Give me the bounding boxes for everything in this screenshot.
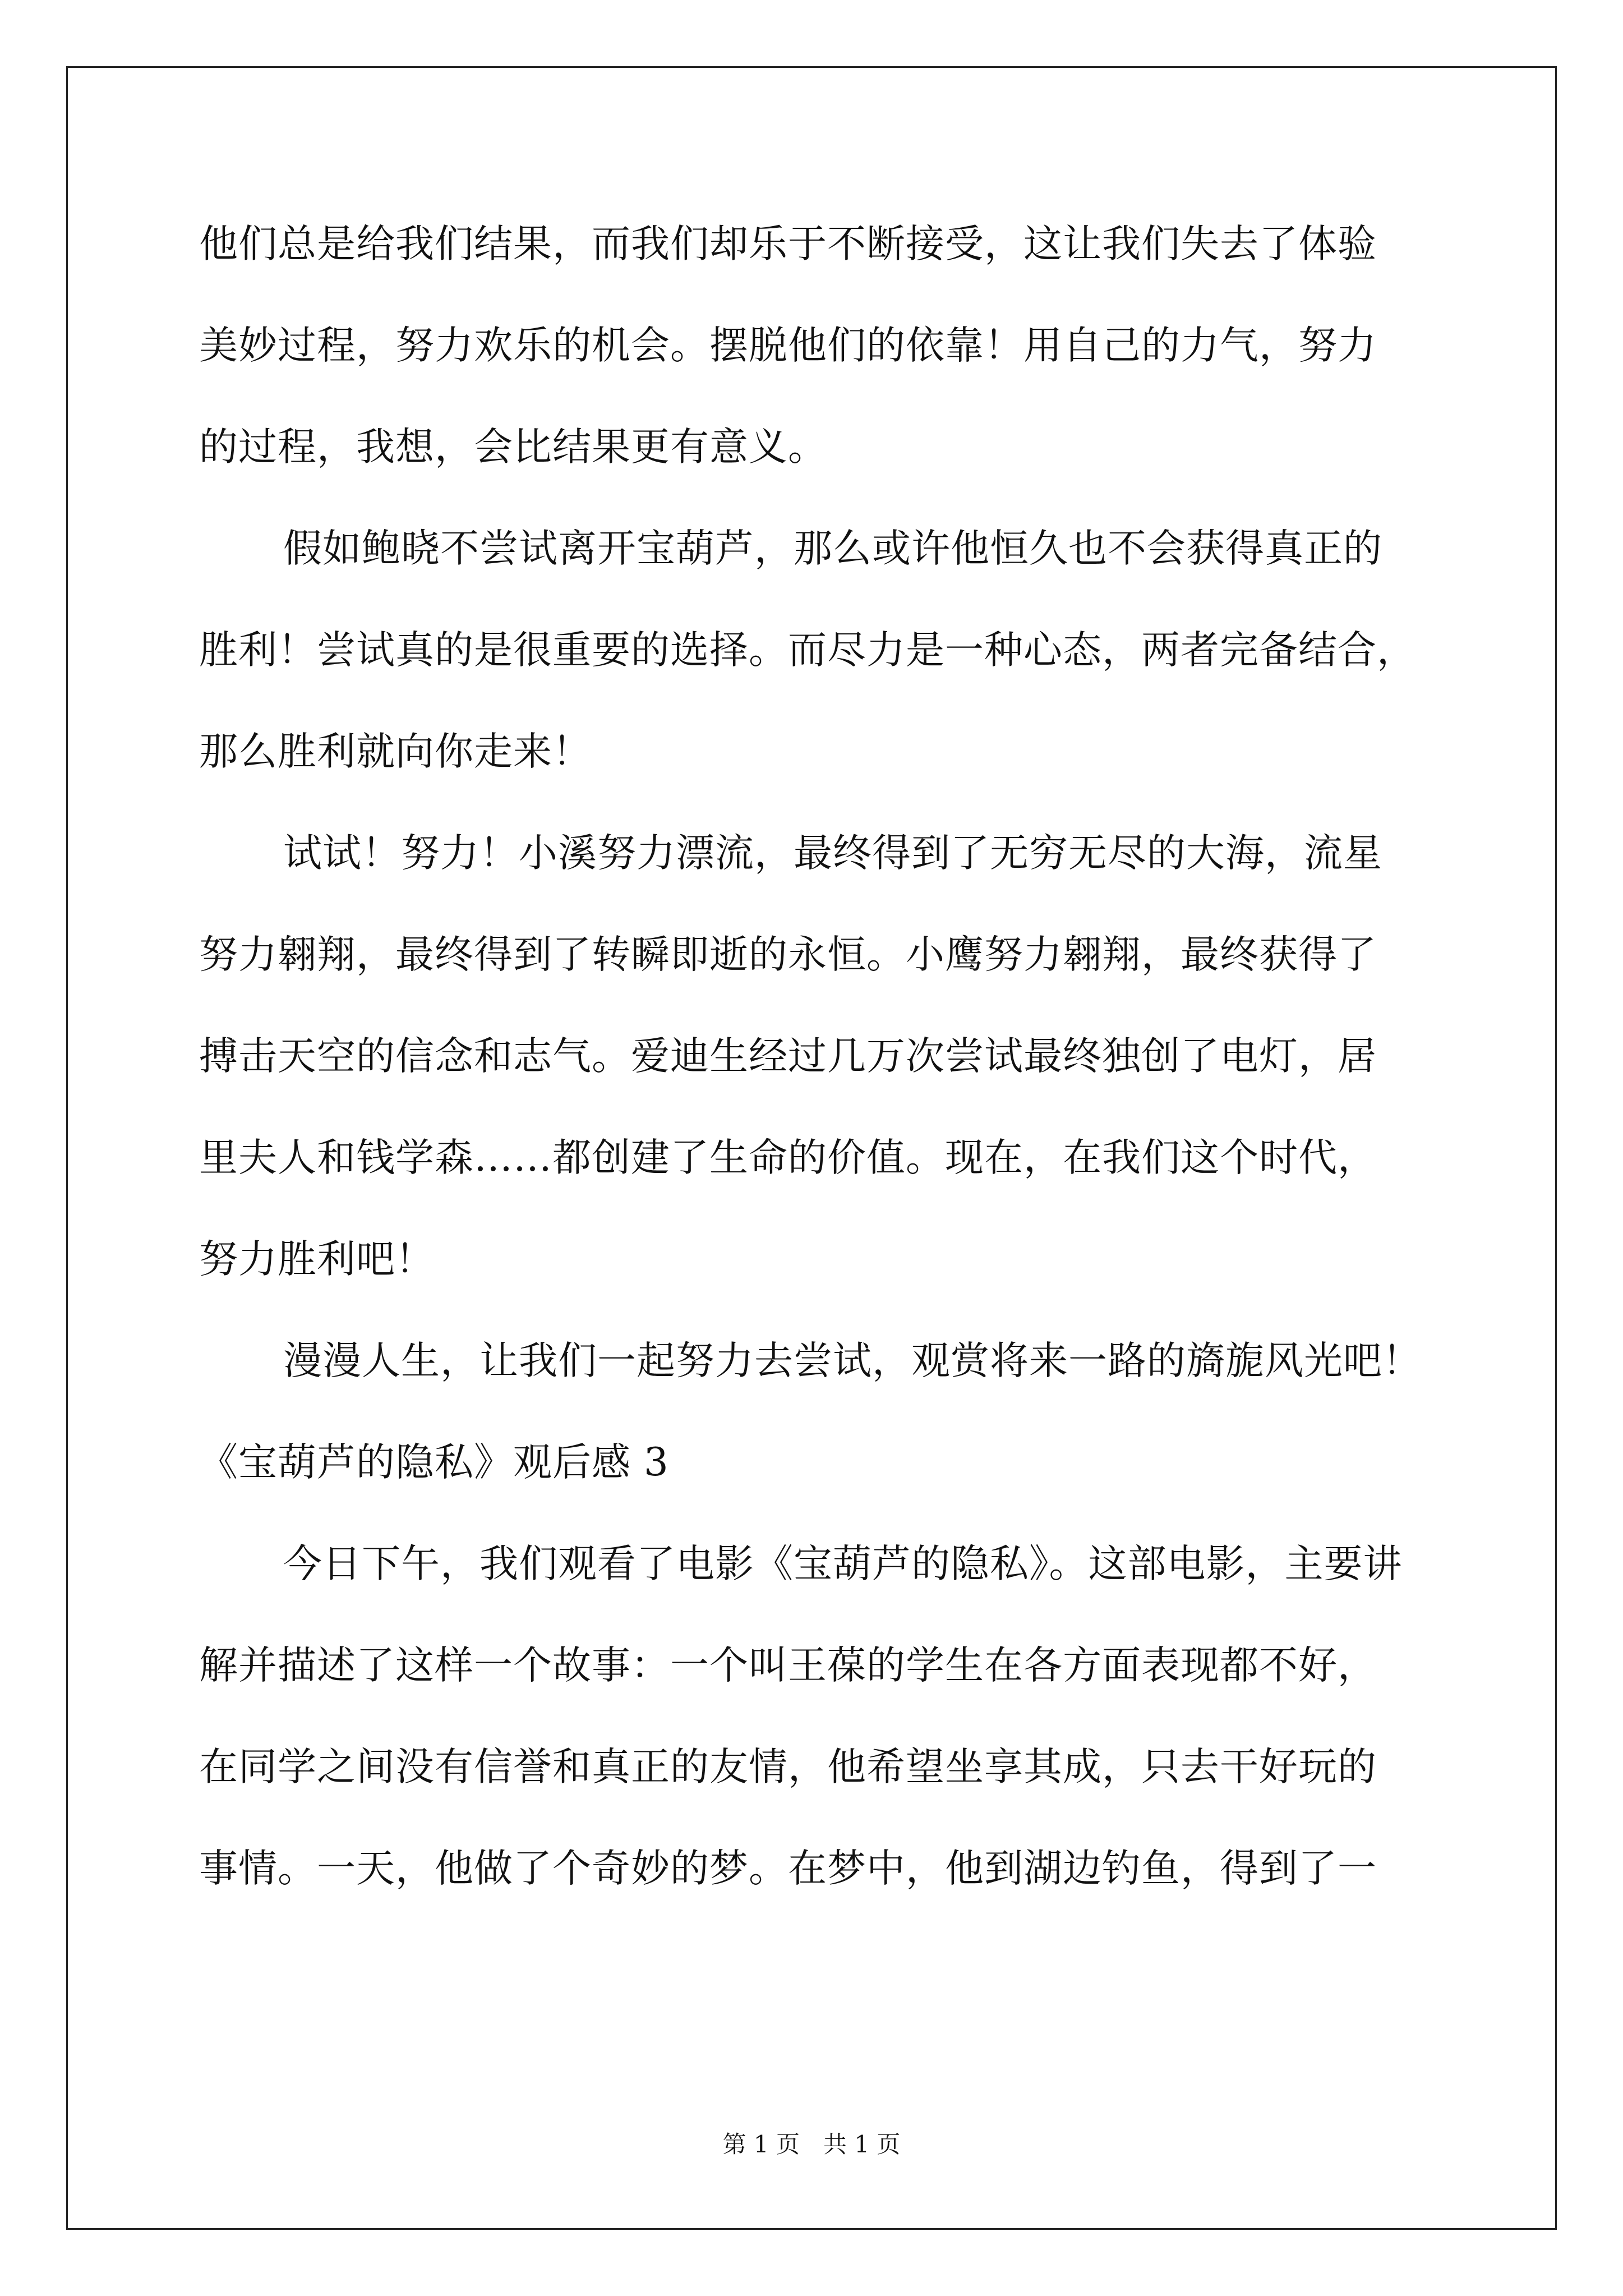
text-line: 漫漫人生，让我们一起努力去尝试，观赏将来一路的旖旎风光吧！ [283,1338,1422,1383]
section-heading: 《宝葫芦的隐私》观后感 3 [199,1440,669,1485]
text-line: 试试！努力！小溪努力漂流，最终得到了无穷无尽的大海，流星 [283,831,1382,876]
text-line: 美妙过程，努力欢乐的机会。摆脱他们的依靠！用自己的力气，努力 [199,323,1377,368]
text-line: 假如鲍晓不尝试离开宝葫芦，那么或许他恒久也不会获得真正的 [283,526,1382,571]
text-line: 事情。一天，他做了个奇妙的梦。在梦中，他到湖边钓鱼，得到了一 [199,1846,1377,1891]
text-line: 他们总是给我们结果，而我们却乐于不断接受，这让我们失去了体验 [199,222,1377,266]
text-line: 里夫人和钱学森……都创建了生命的价值。现在，在我们这个时代， [199,1135,1377,1180]
text-line: 今日下午，我们观看了电影《宝葫芦的隐私》。这部电影，主要讲 [283,1542,1403,1586]
text-line: 努力胜利吧！ [199,1237,435,1282]
document-body [199,216,1424,1942]
text-line: 搏击天空的信念和志气。爱迪生经过几万次尝试最终独创了电灯，居 [199,1034,1377,1079]
page-number-footer: 第 1 页 共 1 页 [722,2131,901,2158]
text-line: 那么胜利就向你走来！ [199,729,592,774]
text-line: 努力翱翔，最终得到了转瞬即逝的永恒。小鹰努力翱翔，最终获得了 [199,932,1377,977]
text-line: 胜利！尝试真的是很重要的选择。而尽力是一种心态，两者完备结合， [199,628,1416,673]
text-line: 解并描述了这样一个故事：一个叫王葆的学生在各方面表现都不好， [199,1643,1377,1688]
text-line: 的过程，我想，会比结果更有意义。 [199,425,827,470]
text-line: 在同学之间没有信誉和真正的友情，他希望坐享其成，只去干好玩的 [199,1745,1377,1789]
